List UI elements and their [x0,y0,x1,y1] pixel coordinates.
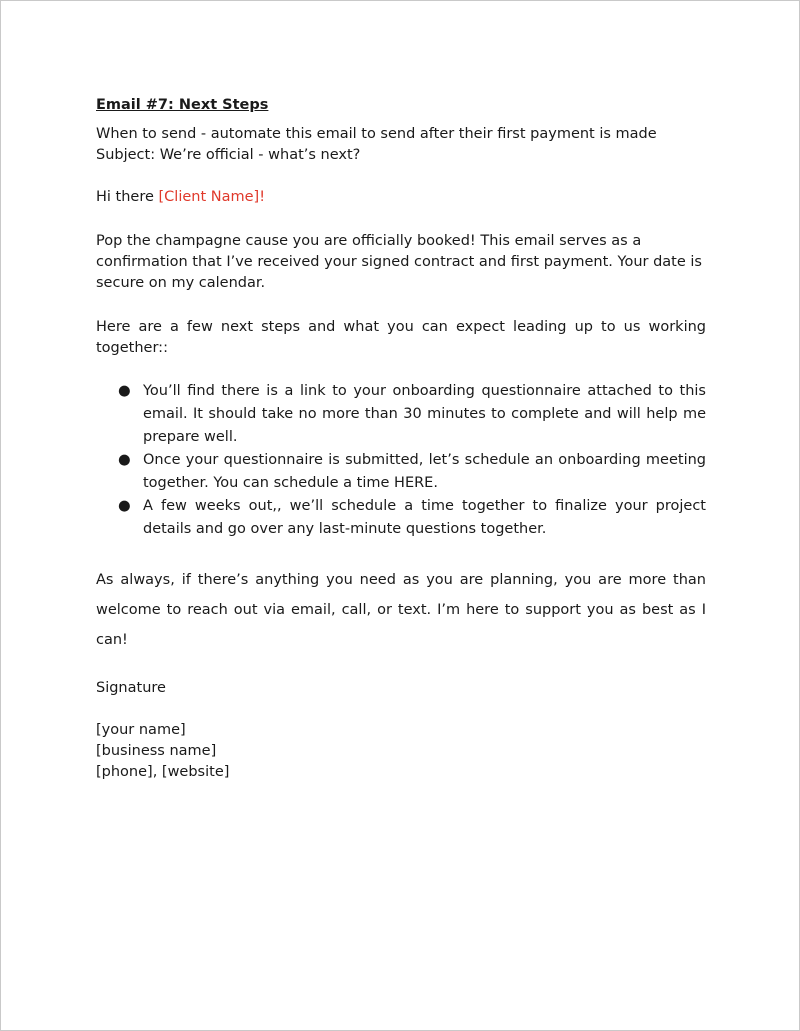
signature-name: [your name] [96,722,186,738]
greeting [96,187,706,208]
list-item [96,380,706,449]
signature-business: [business name] [96,743,217,759]
signature-contact: [phone], [website] [96,764,230,780]
list-item [96,495,706,541]
client-name-placeholder: [Client Name]! [158,189,266,205]
bullet-icon: ● [118,383,131,399]
when-to-send-line: When to send - automate this email to send after their first payment is made [96,126,657,142]
signature-label: Signature [96,680,166,696]
greeting-text: Hi there [96,189,159,205]
email-heading: Email #7: Next Steps [96,97,269,113]
next-steps-list [96,380,706,541]
email-template [96,95,706,783]
list-item-text: A few weeks out,, we’ll schedule a time together to finalize your project details and go over any last-minute questions together. [143,498,706,537]
list-item [96,449,706,495]
paragraph-closing: As always, if there’s anything you need as you are planning, you are more than welcome to reach out via email, call, or text. I’m here to support you as best as I can! [96,572,706,648]
list-item-text: Once your questionnaire is submitted, let’s schedule an onboarding meeting together. You can schedule a time HERE. [143,452,706,491]
list-item-text: You’ll find there is a link to your onboarding questionnaire attached to this email. It should take no more than 30 minutes to complete and will help me prepare well. [143,383,706,445]
subject-line: Subject: We’re official - what’s next? [96,147,361,163]
bullet-icon: ● [118,498,131,514]
bullet-icon: ● [118,452,131,468]
paragraph-booked: Pop the champagne cause you are officially booked! This email serves as a confirmation that I’ve received your signed contract and first payment. Your date is secure on my calendar. [96,233,702,291]
paragraph-next-steps-intro: Here are a few next steps and what you can expect leading up to us working together:: [96,319,706,356]
